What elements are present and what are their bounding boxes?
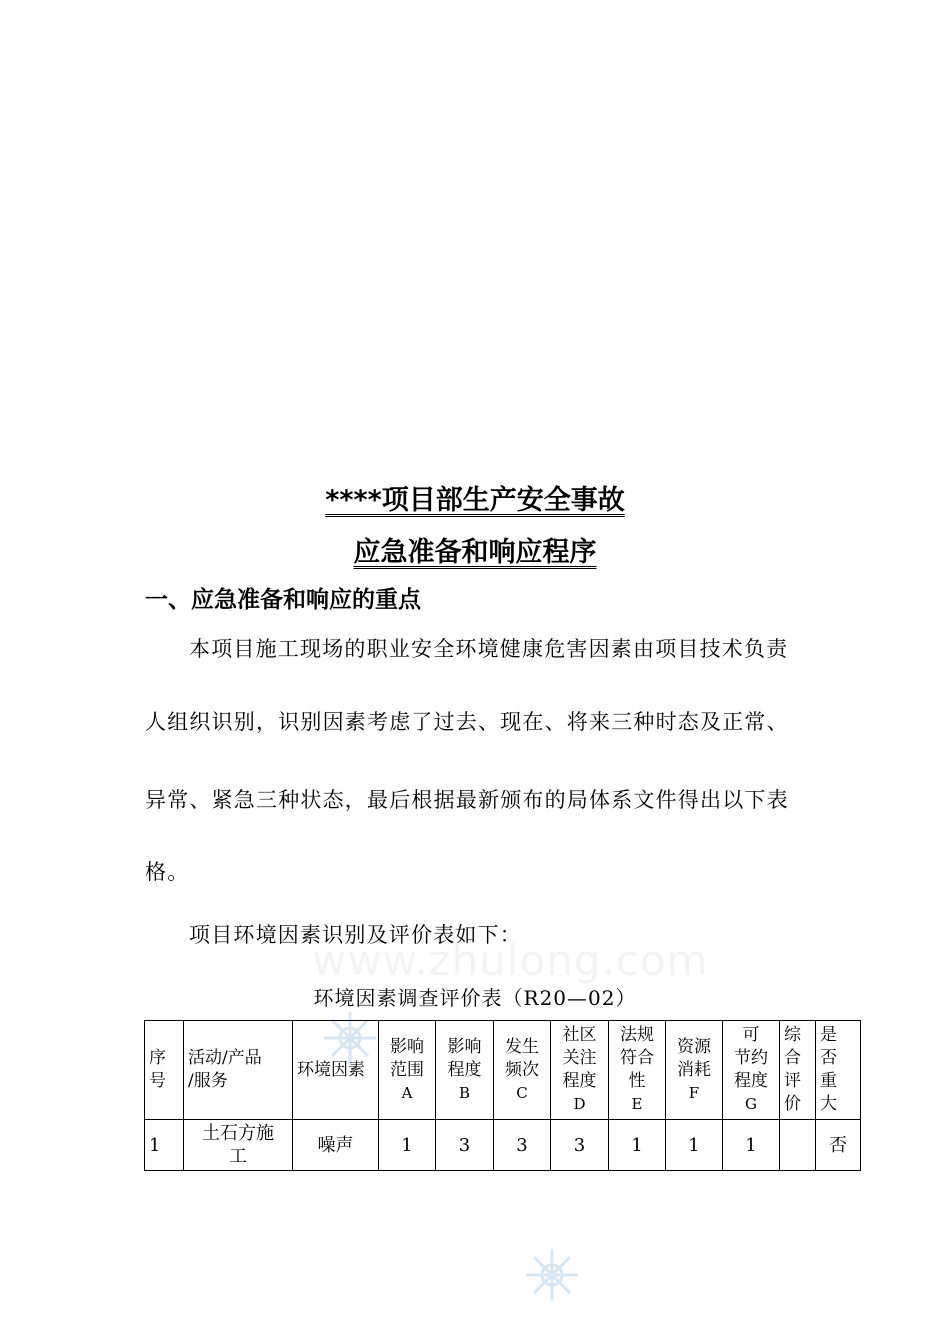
header-f: 资源 消耗 F (666, 1021, 723, 1120)
paragraph-line: 格。 (145, 860, 190, 884)
snowflake-watermark-icon (522, 1245, 582, 1305)
document-title-line1: ****项目部生产安全事故 (325, 485, 625, 516)
cell-activity: 土石方施 工 (184, 1120, 293, 1171)
cell-d: 3 (551, 1120, 609, 1171)
cell-a: 1 (379, 1120, 436, 1171)
paragraph-line: 人组织识别，识别因素考虑了过去、现在、将来三种时态及正常、 (145, 710, 789, 734)
cell-factor: 噪声 (293, 1120, 379, 1171)
header-seq: 序 号 (145, 1021, 184, 1120)
table-header-row (145, 1021, 861, 1120)
cell-b: 3 (436, 1120, 494, 1171)
header-a: 影响 范围 A (379, 1021, 436, 1120)
table-intro: 项目环境因素识别及评价表如下： (189, 923, 522, 947)
header-e: 法规 符合 性 E (609, 1021, 666, 1120)
paragraph-line: 本项目施工现场的职业安全环境健康危害因素由项目技术负责 (189, 637, 789, 661)
header-factor: 环境因素 (293, 1021, 379, 1120)
header-c: 发生 频次 C (494, 1021, 551, 1120)
table-caption: 环境因素调查评价表（R20—02） (313, 986, 637, 1010)
cell-e: 1 (609, 1120, 666, 1171)
watermark-text: www.zhulong.com (312, 936, 709, 985)
document-title-line2: 应急准备和响应程序 (353, 537, 597, 568)
header-b: 影响 程度 B (436, 1021, 494, 1120)
header-overall: 综 合 评 价 (780, 1021, 816, 1120)
header-activity: 活动/产品 /服务 (184, 1021, 293, 1120)
cell-major: 否 (816, 1120, 861, 1171)
cell-g: 1 (723, 1120, 780, 1171)
header-g: 可 节约 程度 G (723, 1021, 780, 1120)
cell-seq: 1 (145, 1120, 184, 1171)
header-d: 社区 关注 程度 D (551, 1021, 609, 1120)
section-heading: 一、应急准备和响应的重点 (145, 587, 421, 613)
paragraph-line: 异常、紧急三种状态，最后根据最新颁布的局体系文件得出以下表 (145, 788, 789, 812)
cell-overall (780, 1120, 816, 1171)
table-row (145, 1120, 861, 1171)
cell-c: 3 (494, 1120, 551, 1171)
header-major: 是 否 重 大 (816, 1021, 861, 1120)
cell-f: 1 (666, 1120, 723, 1171)
environment-factor-table (144, 1020, 861, 1171)
